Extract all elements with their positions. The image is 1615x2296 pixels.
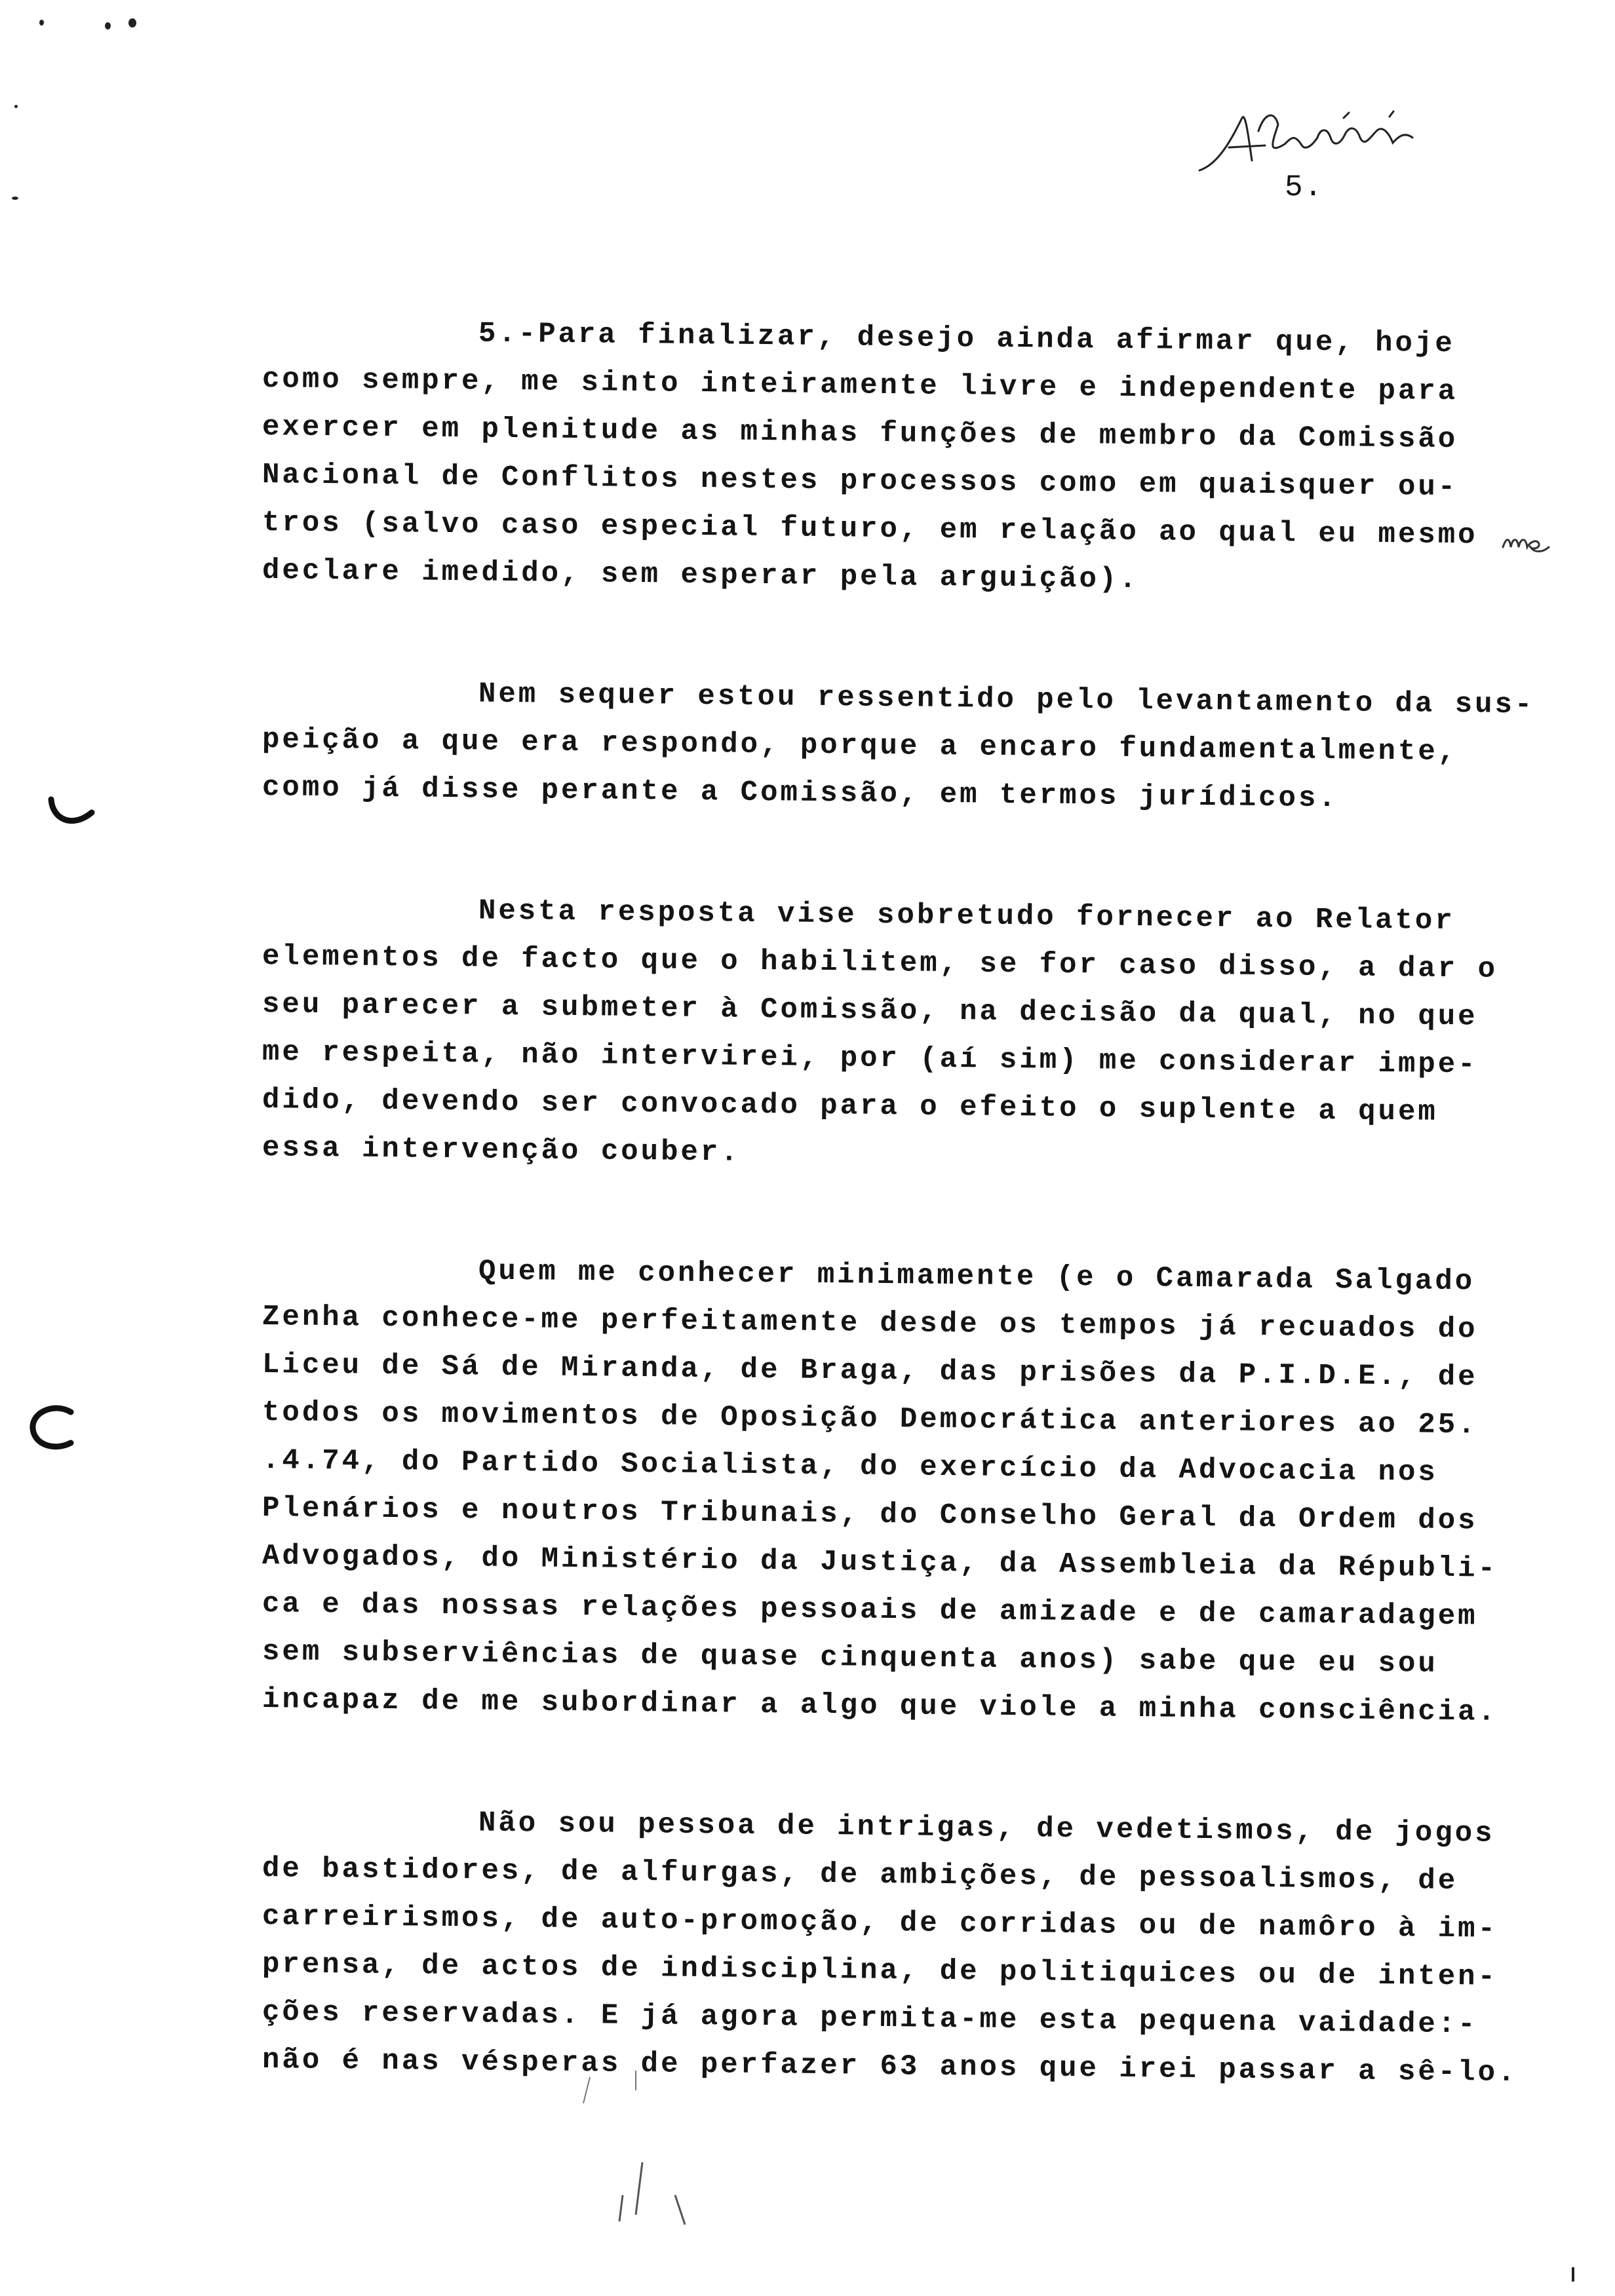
speck-mark	[1572, 2267, 1574, 2282]
text-line: Plenários e noutros Tribunais, do Conselho Geral da Ordem dos	[262, 1492, 1478, 1538]
speck-mark	[12, 197, 18, 200]
paragraph-5	[262, 1797, 1547, 2090]
handwritten-signature	[1193, 98, 1455, 183]
text-line: como já disse perante a Comissão, em termos jurídicos.	[262, 771, 1339, 816]
text-line: ca e das nossas relações pessoais de amizade e de camaradagem	[262, 1588, 1478, 1634]
text-line: me respeita, não intervirei, por (aí sim) me considerar impe-	[262, 1036, 1478, 1082]
paragraph-3	[262, 885, 1547, 1172]
text-line: exercer em plenitude as minhas funções de membro da Comissão	[262, 411, 1458, 457]
text-line: Nacional de Conflitos nestes processos como em quaisquer ou-	[262, 459, 1458, 505]
text-line: todos os movimentos de Oposição Democrática anteriores ao 25.	[262, 1396, 1478, 1442]
stray-pen-marks	[544, 2064, 701, 2228]
text-line: Nesta resposta vise sobretudo fornecer ao Relator	[478, 894, 1455, 938]
speck-mark	[39, 20, 44, 26]
speck-mark	[14, 105, 18, 108]
text-line: não é nas vésperas de perfazer 63 anos que irei passar a sê-lo.	[262, 2044, 1518, 2090]
text-line: seu parecer a submeter à Comissão, na decisão da qual, no que	[262, 988, 1478, 1034]
paragraph-4	[262, 1246, 1547, 1729]
text-line: dido, devendo ser convocado para o efeito o suplente a quem	[262, 1084, 1439, 1129]
punch-hole-mark	[25, 1402, 77, 1455]
text-line: peição a que era respondo, porque a encaro fundamentalmente,	[262, 723, 1458, 769]
text-line: Não sou pessoa de intrigas, de vedetismos, de jogos	[478, 1807, 1495, 1850]
paragraph-2	[262, 668, 1547, 816]
text-line: prensa, de actos de indisciplina, de politiquices ou de inten-	[262, 1948, 1498, 1994]
text-line: declare imedido, sem esperar pela arguição).	[262, 554, 1139, 597]
text-line: incapaz de me subordinar a algo que viole a minha consciência.	[262, 1683, 1498, 1729]
speck-mark	[105, 22, 111, 29]
text-line: Liceu de Sá de Miranda, de Braga, das prisões da P.I.D.E., de	[262, 1349, 1478, 1394]
text-line: elementos de facto que o habilitem, se for caso disso, a dar o	[262, 940, 1498, 986]
text-line: carreirismos, de auto-promoção, de corridas ou de namôro à im-	[262, 1900, 1498, 1946]
text-line: 5.-Para finalizar, desejo ainda afirmar que, hoje	[478, 317, 1455, 361]
letter-body	[262, 308, 1547, 2158]
text-line: Advogados, do Ministério da Justiça, da Assembleia da Républi-	[262, 1540, 1498, 1586]
speck-mark	[128, 18, 136, 28]
text-line: Zenha conhece-me perfeitamente desde os tempos já recuados do	[262, 1301, 1478, 1347]
text-line: sem subserviências de quase cinquenta anos) sabe que eu sou	[262, 1636, 1439, 1681]
text-line: essa intervenção couber.	[262, 1132, 741, 1170]
text-line: Quem me conhecer minimamente (e o Camarada Salgado	[478, 1255, 1475, 1299]
paragraph-1	[262, 308, 1547, 595]
text-line: Nem sequer estou ressentido pelo levantamento da sus-	[478, 678, 1535, 722]
page-number: 5.	[1285, 170, 1324, 204]
text-line: .4.74, do Partido Socialista, do exercício da Advocacia nos	[262, 1444, 1439, 1489]
punch-hole-mark	[46, 793, 98, 832]
text-line: como sempre, me sinto inteiramente livre e independente para	[262, 363, 1458, 409]
text-line: de bastidores, de alfurgas, de ambições, de pessoalismos, de	[262, 1852, 1458, 1898]
text-line: tros (salvo caso especial futuro, em relação ao qual eu mesmo	[262, 507, 1478, 552]
text-line: ções reservadas. E já agora permita-me esta pequena vaidade:-	[262, 1996, 1478, 2042]
